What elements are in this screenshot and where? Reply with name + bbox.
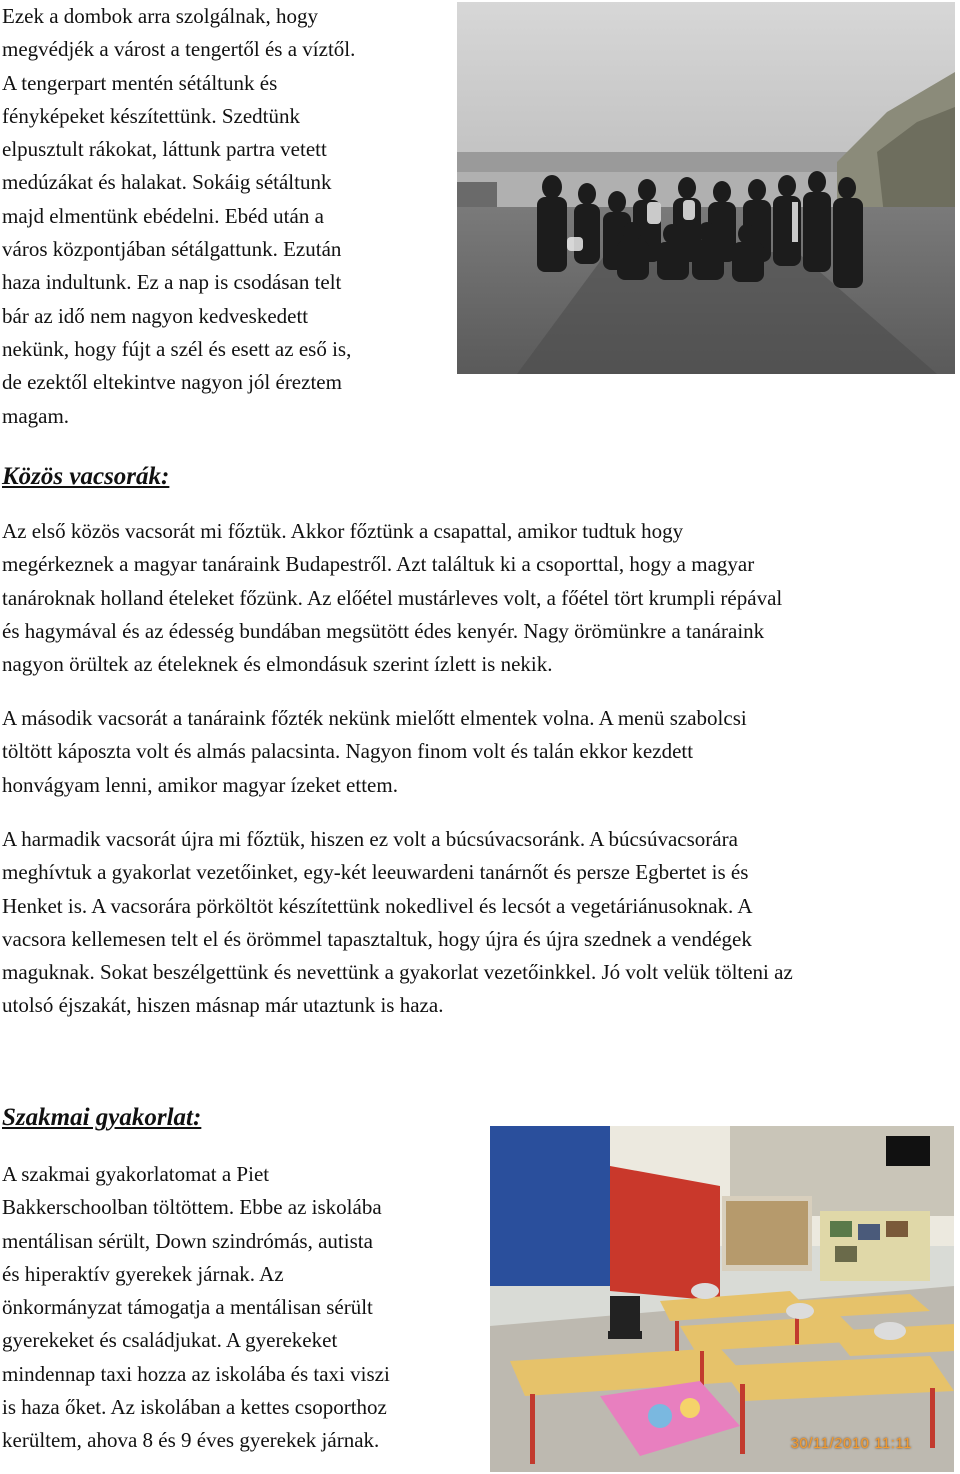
text-line: töltött káposzta volt és almás palacsinta. Nagyon finom volt és talán ekkor kezdett	[2, 739, 694, 764]
group-photo-beach-icon	[457, 2, 955, 374]
text-line: önkormányzat támogatja a mentálisan sérült	[2, 1295, 373, 1320]
text-line: magam.	[2, 403, 70, 428]
text-line: mentálisan sérült, Down szindrómás, autista	[2, 1228, 373, 1253]
text-line: Henket is. A vacsorára pörköltöt készítettünk nokedlivel és lecsót a vegetáriánusoknak. A	[2, 893, 753, 918]
text-line: megvédjék a várost a tengertől és a víztől.	[2, 37, 356, 62]
text-line: A harmadik vacsorát újra mi főztük, hiszen ez volt a búcsúvacsoránk. A búcsúvacsorára	[2, 827, 738, 851]
text-line: elpusztult rákokat, láttunk partra vetett	[2, 137, 327, 162]
text-line: nekünk, hogy fújt a szél és esett az eső is,	[2, 336, 352, 361]
text-line: vacsora kellemesen telt el és örömmel tapasztaltuk, hogy újra és újra szednek a vendégek	[2, 926, 752, 951]
text-line: és hagymával és az édesség bundában megsütött édes kenyér. Nagy örömünkre a tanáraink	[2, 618, 765, 643]
text-line: Ezek a dombok arra szolgálnak, hogy	[2, 4, 319, 28]
section-heading-dinners: Közös vacsorák:	[2, 463, 170, 490]
text-line: A tengerpart mentén sétáltunk és	[2, 70, 278, 95]
text-line: A második vacsorát a tanáraink főzték nekünk mielőtt elmentek volna. A menü szabolcsi	[2, 706, 747, 730]
intro-paragraph	[2, 0, 452, 433]
text-line: bár az idő nem nagyon kedveskedett	[2, 303, 309, 328]
text-line: fényképeket készítettünk. Szedtünk	[2, 103, 300, 128]
dinners-paragraph-2	[2, 702, 957, 802]
text-line: és hiperaktív gyerekek járnak. Az	[2, 1261, 284, 1286]
text-line: nagyon örültek az ételeknek és elmondásuk szerint ízlett is nekik.	[2, 652, 553, 677]
text-line: tanároknak holland ételeket főzünk. Az előétel mustárleves volt, a főétel tört krumpli répával	[2, 585, 783, 610]
text-line: majd elmentünk ebédelni. Ebéd után a	[2, 203, 324, 228]
dinners-paragraph-1	[2, 515, 957, 681]
text-line: Az első közös vacsorát mi főztük. Akkor főztünk a csapattal, amikor tudtuk hogy	[2, 519, 684, 543]
beach-group-photo	[457, 2, 955, 374]
text-line: de ezektől eltekintve nagyon jól éreztem	[2, 370, 342, 395]
text-line: maguknak. Sokat beszélgettünk és nevettünk a gyakorlat vezetőinkkel. Jó volt velük tölteni az	[2, 960, 793, 985]
text-line: kerültem, ahova 8 és 9 éves gyerekek járnak.	[2, 1428, 380, 1453]
text-line: medúzákat és halakat. Sokáig sétáltunk	[2, 170, 332, 195]
text-line: mindennap taxi hozza az iskolába és taxi viszi	[2, 1361, 390, 1386]
classroom-photo-icon	[490, 1126, 954, 1472]
internship-paragraph	[2, 1158, 482, 1458]
text-line: utolsó éjszakát, hiszen másnap már utaztunk is haza.	[2, 993, 444, 1018]
photo-timestamp: 30/11/2010 11:11	[790, 1435, 912, 1452]
dinners-paragraph-3	[2, 823, 957, 1023]
text-line: város központjában sétálgattunk. Ezután	[2, 237, 342, 262]
text-line: megérkeznek a magyar tanáraink Budapestről. Azt találtuk ki a csoporttal, hogy a magyar	[2, 552, 755, 577]
text-line: is haza őket. Az iskolában a kettes csoporthoz	[2, 1395, 387, 1420]
text-line: meghívtuk a gyakorlat vezetőinket, egy-két leeuwardeni tanárnőt és persze Egbertet is és	[2, 860, 749, 885]
text-line: honvágyam lenni, amikor magyar ízeket ettem.	[2, 772, 398, 797]
classroom-photo	[490, 1126, 954, 1472]
text-line: gyerekeket és családjukat. A gyerekeket	[2, 1328, 338, 1353]
text-line: A szakmai gyakorlatomat a Piet	[2, 1162, 270, 1186]
text-line: haza indultunk. Ez a nap is csodásan telt	[2, 270, 342, 295]
section-heading-internship: Szakmai gyakorlat:	[2, 1104, 202, 1131]
text-line: Bakkerschoolban töltöttem. Ebbe az iskolába	[2, 1195, 382, 1220]
